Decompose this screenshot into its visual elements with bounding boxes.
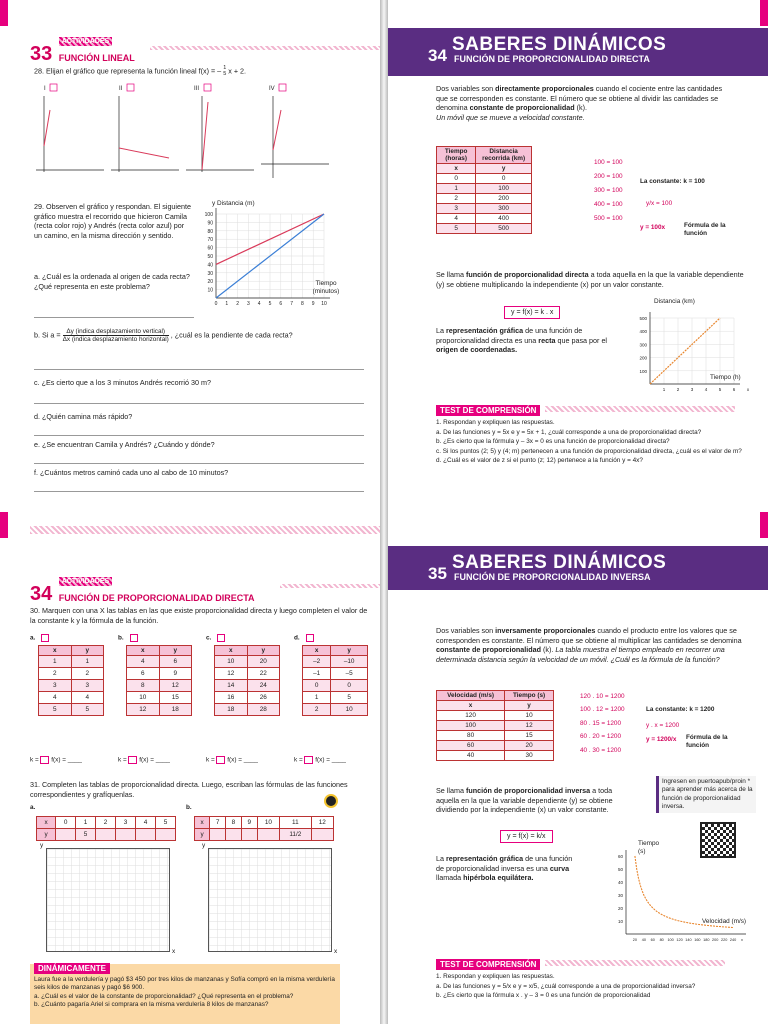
y-tick-label: 80: [207, 228, 213, 235]
question-29c: c. ¿Es cierto que a los 3 minutos Andrés recorrió 30 m?: [34, 378, 211, 387]
table-cell: 4: [39, 692, 72, 704]
graph-I: [36, 84, 104, 172]
table-cell: 1: [76, 817, 96, 829]
constant-label: La constante: k = 100: [640, 178, 705, 185]
f-label: f(x) = ____: [49, 756, 82, 764]
question-29f: f. ¿Cuántos metros caminó cada uno al cabo de 10 minutos?: [34, 468, 229, 477]
table-cell: 4: [71, 692, 104, 704]
question-29b: b. Si a = Δy (indica desplazamiento vertical) Δx (indica desplazamiento horizontal) , ¿cuál es la pendiente de cada recta?: [34, 328, 293, 344]
table-letter: d.: [294, 634, 370, 643]
page-118: [0, 512, 384, 1024]
x-tick-label: 40: [641, 938, 646, 942]
constant-label: La constante: k = 1200: [646, 706, 715, 713]
saberes-number: 34: [428, 46, 447, 65]
test-header: TEST DE COMPRENSIÓN: [436, 954, 725, 972]
answer-line: [34, 362, 364, 370]
graph-IV: [261, 84, 329, 178]
direct-graph: [628, 306, 748, 396]
table-cell: y: [195, 829, 210, 841]
table-cell: 8: [226, 817, 242, 829]
y-tick-label: 90: [207, 220, 213, 227]
q31a-letter: a.: [30, 804, 36, 811]
x-tick-label: 3: [247, 301, 250, 307]
k-label: k =: [206, 756, 217, 764]
table-cell: –1: [303, 668, 331, 680]
saberes-subtitle: FUNCIÓN DE PROPORCIONALIDAD INVERSA: [454, 572, 651, 582]
table-header: x: [215, 646, 248, 656]
table-cell[interactable]: [210, 829, 226, 841]
x-tick-label: 1: [662, 387, 666, 392]
graph-description: La representación gráfica de una función de proporcionalidad directa es una recta que pasa por el origen de coordenadas.: [436, 326, 608, 355]
corner-tab: [0, 0, 8, 26]
formula-box: y = f(x) = k . x: [504, 306, 560, 319]
table-cell[interactable]: [257, 829, 279, 841]
graph-ylabel: Distancia (km): [654, 298, 695, 305]
x-tick-label: 180: [703, 938, 710, 942]
table-cell: y: [37, 829, 56, 841]
dinamicamente-title: DINÁMICAMENTE: [34, 963, 110, 974]
x-tick-label: 6: [279, 301, 283, 307]
graph-label-I: I: [44, 86, 46, 92]
ingresa-text: Ingresen en puertoapub/proin * para aprender más acerca de la función de proporcionalidad inversa.: [662, 778, 753, 810]
table-cell: 10: [215, 656, 248, 668]
saberes-header: [384, 28, 768, 76]
table-cell: 1: [39, 656, 72, 668]
table-cell: 14: [215, 680, 248, 692]
table-cell: 12: [159, 680, 192, 692]
q31b-table: [194, 816, 334, 841]
bottom-spread: [0, 512, 768, 1024]
y-tick-label: 10: [207, 287, 213, 294]
dinamic-icon: [324, 794, 338, 808]
page-117: [384, 0, 768, 512]
table-cell: –2: [303, 656, 331, 668]
ratio-list: 100 = 100 200 = 100 300 = 100 400 = 100 500 = 100: [594, 159, 623, 223]
corner-tab: [0, 512, 8, 538]
y-tick-label: 30: [207, 270, 213, 277]
x-tick-label: 120: [676, 938, 683, 942]
q30-table-0: [30, 634, 106, 716]
x-tick-label: 60: [650, 938, 655, 942]
table-cell[interactable]: [136, 829, 156, 841]
inverse-graph: [604, 842, 754, 948]
table-cell: 10: [331, 704, 368, 716]
table-header: x: [127, 646, 160, 656]
intro-text: Dos variables son directamente proporcionales cuando el cociente entre las cantidades que se corresponden es constante. El número que se obtiene al dividir las cantidades se denomina constante de proporcionalidad (k). Un móvil que se mueve a velocidad constante.: [436, 84, 723, 123]
table-cell[interactable]: [241, 829, 257, 841]
table-header: Tiempo (s): [505, 691, 554, 701]
table-cell: 2: [39, 668, 72, 680]
corner-tab: [760, 0, 768, 26]
q28-graphs: [34, 80, 334, 180]
table-cell: 12: [215, 668, 248, 680]
x-tick-label: 1: [225, 301, 229, 307]
table-cell: 3: [71, 680, 104, 692]
intro-text: Dos variables son inversamente proporcionales cuando el producto entre los valores que se corresponden es constante. El número que se obtiene al multiplicar las cantidades se denomina constante de proporcionalidad (k). La tabla muestra el tiempo empleado en recorrer una determinada distancia según la velocidad de un móvil. ¿Cuál es la fórmula de la función?: [436, 626, 742, 665]
dinamicamente-box: [30, 964, 340, 1024]
table-cell[interactable]: [155, 829, 175, 841]
table-cell: 26: [247, 692, 280, 704]
question-30: 30. Marquen con una X las tablas en las que existe proporcionalidad directa y luego completen el valor de la constante k y la fórmula de la función.: [30, 606, 368, 625]
table-cell[interactable]: [96, 829, 116, 841]
saberes-title: SABERES DINÁMICOS: [452, 552, 667, 573]
q31a-table: [36, 816, 176, 841]
table-cell: 4: [127, 656, 160, 668]
checkbox-II: [127, 84, 134, 91]
k-formula-answer[interactable]: [294, 756, 346, 765]
table-cell: 12: [311, 817, 333, 829]
checkbox-III: [204, 84, 211, 91]
page-spine: [380, 512, 388, 1024]
table-cell: –10: [331, 656, 368, 668]
saberes-title: SABERES DINÁMICOS: [452, 34, 667, 55]
graph-xlabel: Tiempo (h): [710, 374, 741, 381]
header-stripe: [30, 526, 380, 534]
table-cell[interactable]: [56, 829, 76, 841]
axis-y: y: [40, 842, 44, 849]
table-cell: 5: [71, 704, 104, 716]
chart-ylabel: y Distancia (m): [212, 200, 255, 207]
checkbox[interactable]: [130, 634, 138, 642]
f-label: f(x) = ____: [137, 756, 170, 764]
axis-x: x: [172, 948, 176, 955]
y-tick-label: 60: [207, 245, 213, 252]
y-tick-label: 300: [639, 342, 647, 348]
saberes-header: [384, 546, 768, 590]
x-tick-label: 5: [268, 301, 272, 307]
activity-header: [30, 570, 255, 606]
y-tick-label: 20: [207, 279, 213, 286]
table-cell: 10: [127, 692, 160, 704]
x-tick-label: 5: [718, 387, 722, 392]
table-cell: x: [37, 817, 56, 829]
k-label: k =: [294, 756, 305, 764]
q31b-letter: b.: [186, 804, 192, 811]
table-cell[interactable]: [226, 829, 242, 841]
table-cell: 6: [159, 656, 192, 668]
saberes-subtitle: FUNCIÓN DE PROPORCIONALIDAD DIRECTA: [454, 54, 650, 64]
graph-label-III: III: [194, 86, 200, 92]
checkbox-I: [50, 84, 57, 91]
axis-y: y: [202, 842, 206, 849]
ingresa-box: [656, 776, 756, 813]
activity-header: [30, 30, 135, 66]
direct-table: Tiempo (horas) Distancia recorrida (km) x y 0 0 1 100 2 200 3 300 4 400 5 500: [436, 146, 532, 234]
question-29a: a. ¿Cuál es la ordenada al origen de cada recta? ¿Qué representa en este problema?: [34, 272, 190, 291]
table-cell: 12: [127, 704, 160, 716]
corner-tab: [760, 512, 768, 538]
x-tick-label: 140: [685, 938, 692, 942]
activity-tag: ACTIVIDADES: [59, 37, 112, 46]
table-letter: b.: [118, 634, 194, 643]
question-29: 29. Observen el gráfico y respondan. El siguiente gráfico muestra el recorrido que hicieron Camila (recta color rojo) y Andrés (recta color azul) por un camino, en la misma dirección y sentido.: [34, 202, 192, 241]
table-cell: 1: [303, 692, 331, 704]
y-tick-label: 30: [617, 893, 623, 898]
x-tick-label: 100: [667, 938, 674, 942]
y-tick-label: 50: [617, 867, 623, 872]
table-header: y: [71, 646, 104, 656]
answer-line: [34, 456, 364, 464]
y-tick-label: 40: [207, 262, 213, 269]
table-header: Tiempo (horas): [437, 147, 476, 164]
y-tick-label: 400: [639, 329, 647, 335]
y-tick-label: 70: [207, 237, 213, 244]
definition-text: Se llama función de proporcionalidad inversa a toda aquella en la que la variable dependiente (y) se obtiene dividiendo por la independiente (x) un valor constante.: [436, 786, 613, 815]
k-formula-answer[interactable]: [206, 756, 258, 765]
table-header: y: [247, 646, 280, 656]
x-tick-label: 20: [632, 938, 638, 942]
activity-title: FUNCIÓN DE PROPORCIONALIDAD DIRECTA: [58, 593, 255, 603]
x-tick-label: 160: [694, 938, 701, 942]
x-tick-label: 220: [720, 938, 728, 942]
table-cell: 22: [247, 668, 280, 680]
table-cell: 7: [210, 817, 226, 829]
dinamicamente-question-b: b. ¿Cuánto pagaría Ariel si comprara en la misma verdulería 8 kilos de manzanas?: [34, 1000, 269, 1008]
axis-x: x: [334, 948, 338, 955]
table-cell: 5: [155, 817, 175, 829]
q30-table-2: [206, 634, 282, 716]
chart-xlabel: Tiempo (minutos): [312, 280, 340, 296]
hyperbola-curve: [635, 856, 733, 928]
saberes-number: 35: [428, 564, 447, 583]
table-cell: x: [195, 817, 210, 829]
x-tick-label: 80: [659, 938, 664, 942]
page-spine: [380, 0, 388, 512]
question-28: 28. Elijan el gráfico que representa la función lineal f(x) = – 1 5 x + 2.: [34, 65, 247, 77]
q30-tables: [30, 634, 370, 744]
table-cell[interactable]: [116, 829, 136, 841]
graph-label-II: II: [119, 86, 123, 92]
answer-line: [34, 310, 194, 318]
table-cell: 11: [280, 817, 311, 829]
table-cell: 0: [303, 680, 331, 692]
q31b-graph-grid[interactable]: [208, 848, 332, 952]
graph-xlabel: Velocidad (m/s): [702, 918, 747, 925]
table-header: Velocidad (m/s): [437, 691, 505, 701]
definition-text: Se llama función de proporcionalidad directa a toda aquella en la que la variable dependiente (y) se obtiene multiplicando la independiente (x) por un valor constante.: [436, 270, 744, 289]
x-tick-label: 8: [301, 301, 304, 307]
answer-line: [34, 428, 364, 436]
table-cell: 5: [331, 692, 368, 704]
y-tick-label: 500: [639, 316, 647, 321]
table-header: y: [159, 646, 192, 656]
graph-ylabel: Tiempo (s): [638, 840, 660, 856]
question-31: 31. Completen las tablas de proporcionalidad directa. Luego, escriban las fórmulas de las funciones correspondientes y grafíquenlas.: [30, 780, 348, 799]
table-cell[interactable]: [311, 829, 333, 841]
k-label: k =: [30, 756, 41, 764]
yx-product: y . x = 1200: [646, 722, 680, 729]
activity-number: 33: [30, 43, 53, 65]
question-29e: e. ¿Se encuentran Camila y Andrés? ¿Cuándo y dónde?: [34, 440, 215, 449]
activity-title: FUNCIÓN LINEAL: [58, 53, 135, 63]
x-tick-label: x: [746, 387, 750, 392]
table-cell: 3: [116, 817, 136, 829]
x-tick-label: 2: [236, 301, 239, 307]
answer-line: [34, 484, 364, 492]
yx-ratio: y/x = 100: [646, 200, 673, 207]
page-116: [0, 0, 384, 512]
formula-text: Fórmula de la función: [686, 734, 728, 750]
table-cell: 18: [159, 704, 192, 716]
activity-number: 34: [30, 583, 53, 605]
y-tick-label: 50: [207, 254, 213, 260]
checkbox-IV: [279, 84, 286, 91]
table-cell: 0: [331, 680, 368, 692]
k-formula-answer[interactable]: [30, 756, 82, 765]
inverse-table: Velocidad (m/s) Tiempo (s) x y 120 10 100 12 80 15 60 20 40 30: [436, 690, 554, 761]
y-tick-label: 10: [617, 919, 623, 924]
table-cell: 3: [39, 680, 72, 692]
question-29d: d. ¿Quién camina más rápido?: [34, 412, 133, 421]
header-stripe: [280, 584, 380, 588]
x-tick-label: 9: [311, 301, 315, 307]
answer-line: [34, 396, 364, 404]
graph-description: La representación gráfica de una función de proporcionalidad inversa es una curva llamada hipérbola equilátera.: [436, 854, 573, 883]
checkbox[interactable]: [41, 634, 49, 642]
table-cell: 9: [241, 817, 257, 829]
formula-label: y = 1200/x: [646, 736, 677, 743]
table-cell: 15: [159, 692, 192, 704]
table-header: x: [303, 646, 331, 656]
table-header: Distancia recorrida (km): [476, 147, 532, 164]
graph-III: [186, 84, 254, 172]
f-label: f(x) = ____: [225, 756, 258, 764]
table-cell: 0: [56, 817, 76, 829]
table-cell: 24: [247, 680, 280, 692]
table-cell: 2: [96, 817, 116, 829]
x-tick-label: x: [741, 938, 743, 942]
x-tick-label: 200: [712, 938, 719, 942]
table-cell: 5: [39, 704, 72, 716]
table-cell: 1: [71, 656, 104, 668]
checkbox[interactable]: [217, 634, 225, 642]
dinamicamente-question-a: a. ¿Cuál es el valor de la constante de proporcionalidad? ¿Qué representa en el problema?: [34, 992, 294, 1000]
table-cell: 8: [127, 680, 160, 692]
k-label: k =: [118, 756, 129, 764]
header-stripe: [150, 46, 380, 50]
table-cell: 18: [215, 704, 248, 716]
table-cell: 4: [136, 817, 156, 829]
formula-box: y = f(x) = k/x: [500, 830, 553, 843]
x-tick-label: 240: [729, 938, 737, 942]
graph-II: [111, 84, 179, 172]
table-cell: –5: [331, 668, 368, 680]
table-letter: a.: [30, 634, 106, 643]
dinamicamente-text: Laura fue a la verdulería y pagó $3 450 por tres kilos de manzanas y Sofía compró en la misma verdulería seis kilos de manzanas y pagó $6 900.: [34, 976, 335, 992]
test-questions: 1. Respondan y expliquen las respuestas. a. De las funciones y = 5/x e y = x/5, ¿cuál corresponde a una de proporcionalidad inversa? b. ¿Es cierto que la fórmula x . y – 3 = 0 es una función de proporcionalidad: [436, 973, 696, 1000]
page-119: [384, 512, 768, 1024]
checkbox[interactable]: [306, 634, 314, 642]
x-tick-label: 6: [732, 387, 736, 392]
table-cell: 2: [71, 668, 104, 680]
y-tick-label: 100: [639, 368, 647, 374]
table-header: y: [331, 646, 368, 656]
activity-tag: ACTIVIDADES: [59, 577, 112, 586]
x-tick-label: 10: [321, 301, 327, 307]
table-cell: 10: [257, 817, 279, 829]
formula-text: Fórmula de la función: [684, 222, 726, 238]
y-tick-label: 200: [639, 355, 647, 361]
y-tick-label: 60: [617, 854, 623, 859]
table-cell: 20: [247, 656, 280, 668]
x-tick-label: 4: [704, 387, 708, 392]
q31a-graph-grid[interactable]: [46, 848, 170, 952]
y-tick-label: 20: [617, 906, 623, 911]
formula-label: y = 100x: [640, 224, 666, 231]
q30-table-1: [118, 634, 194, 716]
table-cell: 6: [127, 668, 160, 680]
table-letter: c.: [206, 634, 282, 643]
y-tick-label: 40: [617, 880, 623, 885]
q30-table-3: [294, 634, 370, 716]
table-cell: 9: [159, 668, 192, 680]
table-cell: 5: [76, 829, 96, 841]
x-tick-label: 2: [676, 387, 680, 392]
f-label: f(x) = ____: [313, 756, 346, 764]
product-list: 120 . 10 = 1200 100 . 12 = 1200 80 . 15 = 1200 60 . 20 = 1200 40 . 30 = 1200: [580, 693, 625, 754]
table-cell: 28: [247, 704, 280, 716]
table-cell: 11/2: [280, 829, 311, 841]
x-tick-label: 4: [257, 301, 261, 307]
graph-label-IV: IV: [269, 86, 275, 92]
x-tick-label: 0: [214, 301, 218, 307]
y-tick-label: 100: [204, 212, 213, 218]
x-tick-label: 3: [690, 387, 694, 392]
x-tick-label: 7: [290, 301, 293, 307]
table-cell: 16: [215, 692, 248, 704]
k-formula-answer[interactable]: [118, 756, 170, 765]
test-questions: 1. Respondan y expliquen las respuestas. a. De las funciones y = 5x e y = 5x + 1, ¿cuál corresponde a una de proporcionalidad directa? b. ¿Es cierto que la fórmula y – 3x = 0 es una función de proporcionalidad directa? c. Si los puntos (2; 5) y (4; m) pertenecen a una función de proporcionalidad directa, ¿cuál es el valor de m? d. ¿Cuál es el valor de z si el punto (z; 12) pertenece a la función y = 4x?: [436, 419, 742, 465]
table-header: x: [39, 646, 72, 656]
test-header: TEST DE COMPRENSIÓN: [436, 400, 735, 418]
table-cell: 2: [303, 704, 331, 716]
